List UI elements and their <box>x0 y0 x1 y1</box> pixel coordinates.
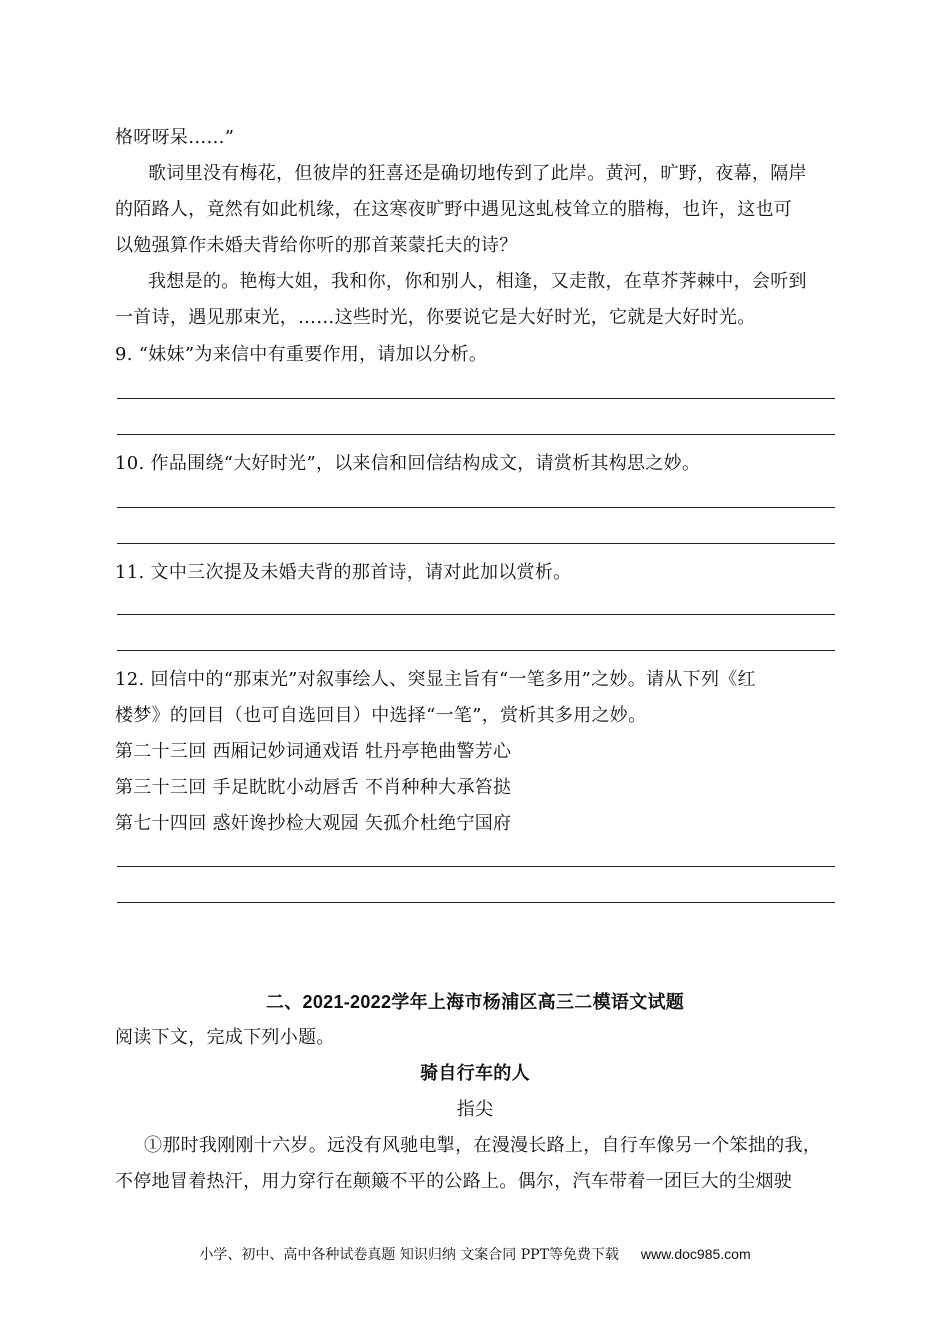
footer-text: 小学、初中、高中各种试卷真题 知识归纳 文案合同 PPT等免费下载 <box>199 1247 619 1263</box>
reading-instruction: 阅读下文，完成下列小题。 <box>115 1027 335 1048</box>
article-paragraph-line: ①那时我刚刚十六岁。远没有风驰电掣，在漫漫长路上，自行车像另一个笨拙的我， <box>144 1135 822 1156</box>
question-12-option: 第二十三回 西厢记妙词通戏语 牡丹亭艳曲警芳心 <box>115 741 512 762</box>
question-12: 12. 回信中的“那束光”对叙事绘人、突显主旨有“一笔多用”之妙。请从下列《红 <box>115 669 756 690</box>
passage-paragraph-line: 我想是的。艳梅大姐，我和你，你和别人，相逢，又走散，在草芥荠棘中，会听到 <box>148 271 807 292</box>
answer-line <box>117 902 835 903</box>
article-author: 指尖 <box>456 1099 494 1120</box>
answer-line <box>117 434 835 435</box>
answer-line <box>117 866 835 867</box>
answer-line <box>117 398 835 399</box>
answer-line <box>117 543 835 544</box>
passage-paragraph-line: 歌词里没有梅花，但彼岸的狂喜还是确切地传到了此岸。黄河，旷野，夜幕，隔岸 <box>148 163 807 184</box>
page-footer <box>0 1244 950 1265</box>
footer-site-link[interactable]: www.doc985.com <box>640 1246 751 1262</box>
passage-paragraph-line: 的陌路人，竟然有如此机缘，在这寒夜旷野中遇见这虬枝耸立的腊梅，也许，这也可 <box>115 199 793 220</box>
question-12-option: 第三十三回 手足眈眈小动唇舌 不肖种种大承笞挞 <box>115 777 512 798</box>
question-9: 9. “妹妹”为来信中有重要作用，请加以分析。 <box>115 344 488 365</box>
article-paragraph-line: 不停地冒着热汗，用力穿行在颠簸不平的公路上。偶尔，汽车带着一团巨大的尘烟驶 <box>115 1171 793 1192</box>
article-title: 骑自行车的人 <box>420 1063 530 1084</box>
question-12: 楼梦》的回目（也可自选回目）中选择“一笔”，赏析其多用之妙。 <box>115 705 647 726</box>
question-12-option: 第七十四回 惑奸谗抄检大观园 矢孤介杜绝宁国府 <box>115 813 512 834</box>
answer-line <box>117 650 835 651</box>
answer-line <box>117 614 835 615</box>
passage-paragraph-line: 以勉强算作未婚夫背给你听的那首莱蒙托夫的诗？ <box>115 235 518 256</box>
answer-line <box>117 507 835 508</box>
section-title: 二、2021-2022学年上海市杨浦区高三二模语文试题 <box>265 992 685 1012</box>
passage-paragraph-line: 一首诗，遇见那束光，……这些时光，你要说它是大好时光，它就是大好时光。 <box>115 307 756 328</box>
question-10: 10. 作品围绕“大好时光”，以来信和回信结构成文，请赏析其构思之妙。 <box>115 453 701 474</box>
passage-line: 格呀呀呆……” <box>115 127 235 148</box>
question-11: 11. 文中三次提及未婚夫背的那首诗，请对此加以赏析。 <box>115 562 572 583</box>
